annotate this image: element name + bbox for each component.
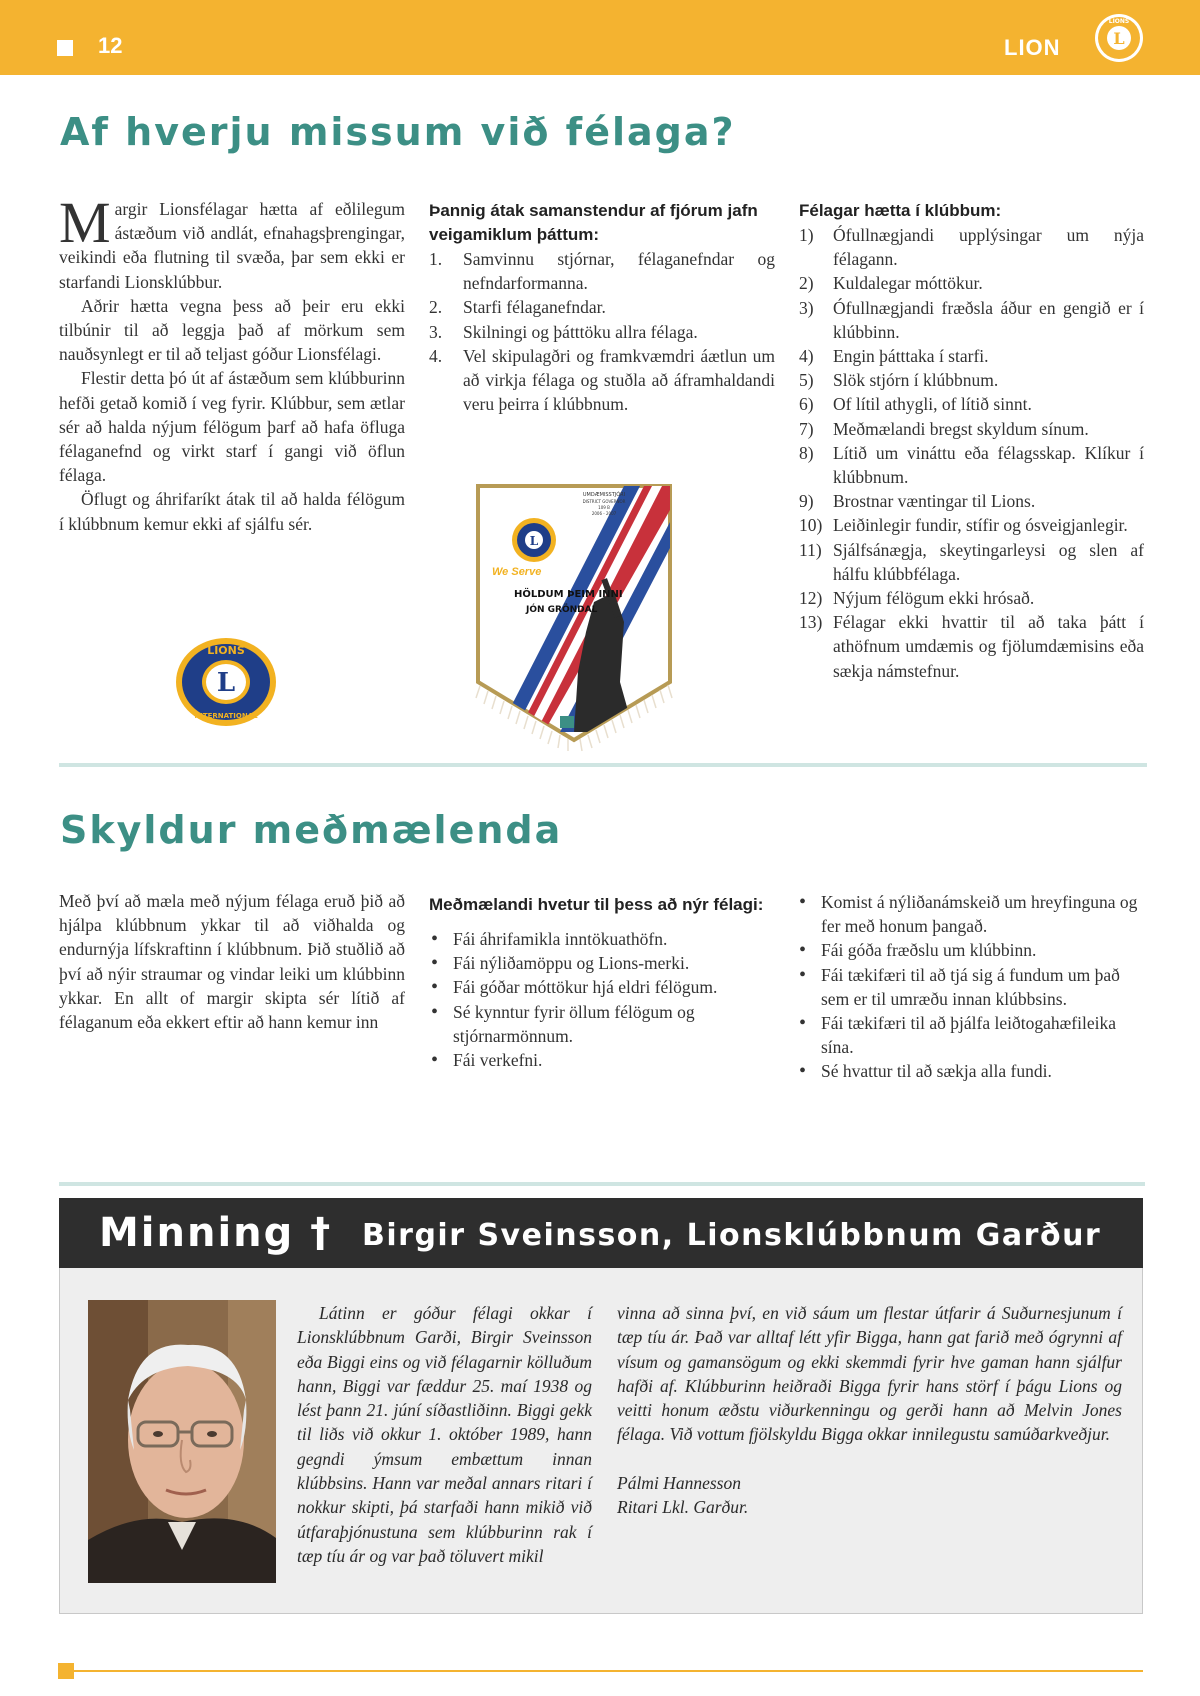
memorial-text-1	[297, 1301, 592, 1568]
list-item: 10) Leiðinlegir fundir, stífir og ósveigjanlegir.	[799, 515, 1128, 536]
column-heading: Meðmælandi hvetur til þess að nýr félagi:	[429, 895, 764, 914]
emblem-letter: L	[216, 668, 236, 698]
pennant-header-4: 2006 - 2007	[591, 511, 617, 516]
district-pennant-image	[474, 482, 682, 752]
list-item: • Fái áhrifamikla inntökuathöfn.	[429, 927, 775, 951]
list-item: • Fái verkefni.	[429, 1048, 775, 1072]
list-item: 7) Meðmælandi bregst skyldum sínum.	[799, 418, 1089, 439]
pennant-header-1: UMDÆMISSTJÓRI	[582, 492, 626, 498]
list-item: 11) Sjálfsánægja, skeytingarleysi og slen af hálfu klúbbfélaga.	[799, 539, 1144, 584]
paragraph: Með því að mæla með nýjum félaga eruð þið að hjálpa klúbbnum ykkar til að viðhalda og endurnýja lífskraftinn í klúbbnum. Þið stuðlið að því að nýir straumar og vindar leiki um klúbbinn ykkar. En allt of margir skipta sér lítið af félaganum eða ekkert eftir að hann kemur inn	[59, 891, 405, 1033]
memorial-name: Birgir Sveinsson, Lionsklúbbnum Garður	[362, 1218, 1102, 1253]
drop-cap: M	[59, 190, 111, 255]
pennant-we-serve: We Serve	[492, 566, 542, 578]
list-item: 12) Nýjum félögum ekki hrósað.	[799, 588, 1035, 609]
list-item: 3. Skilningi og þátttöku allra félaga.	[429, 321, 698, 342]
memorial-text-2	[617, 1301, 1122, 1519]
emblem-bottom-text: INTERNATIONAL	[194, 712, 258, 720]
list-item: • Sé hvattur til að sækja alla fundi.	[797, 1059, 1147, 1083]
pennant-header-2: DISTRICT GOVERNOR	[582, 499, 626, 504]
list-item: 9) Brostnar væntingar til Lions.	[799, 491, 1036, 512]
magazine-title: LION	[1004, 35, 1061, 60]
section-title-sponsors: Skyldur meðmælenda	[60, 808, 563, 852]
list-item: • Komist á nýliðanámskeið um hreyfinguna og fer með honum þangað.	[797, 890, 1147, 938]
emblem-top-text: LIONS	[207, 644, 245, 657]
list-item: 6) Of lítil athygli, of lítið sinnt.	[799, 394, 1032, 415]
list-item: • Fái góða fræðslu um klúbbinn.	[797, 938, 1147, 962]
section-title-why: Af hverju missum við félaga?	[60, 110, 736, 154]
memorial-paragraph: vinna að sinna því, en við sáum um flestar útfarir á Suðurnesjunum í tæp tíu ár. Það var alltaf létt yfir Bigga, hann gat farið með ógrynni af vísum og gamansögum og ekki skemmdi fyrir hve gaman hann sjálfur hafði af. Klúbburinn heiðraði Bigga fyrir hans störf í þágu Lions og veitti honum æðstu viðurkenningu og gerði hann að Melvin Jones félaga. Við vottum fjölskyldu Bigga okkar innilegustu samúðarkveðjur.	[617, 1303, 1122, 1445]
lions-international-emblem	[174, 636, 278, 728]
sponsors-column-3	[797, 890, 1147, 1084]
memorial-banner	[59, 1198, 1143, 1268]
logo-letter: L	[1113, 29, 1125, 48]
paragraph: Aðrir hætta vegna þess að þeir eru ekki tilbúnir til að leggja það af mörkum sem nauðsynlegt er til að teljast góður Lionsfélagi.	[59, 295, 405, 365]
paragraph: argir Lionsfélagar hætta af eðlilegum ástæðum við andlát, efnahagsþrengingar, veikindi eða flutning til svæða, þar sem ekki er starfandi Lionsklúbbur.	[59, 199, 405, 292]
sponsor-duties-list	[429, 927, 775, 1072]
why-column-3	[799, 199, 1144, 683]
memorial-heading: Minning †	[99, 1210, 333, 1256]
factors-list	[429, 247, 775, 416]
why-column-2	[429, 199, 775, 416]
list-item: • Fái tækifæri til að þjálfa leiðtogahæfileika sína.	[797, 1011, 1147, 1059]
list-item: 1) Ófullnægjandi upplýsingar um nýja félagann.	[799, 225, 1144, 270]
column-heading: Þannig átak samanstendur af fjórum jafn veigamiklum þáttum:	[429, 201, 758, 244]
section-divider	[59, 763, 1147, 767]
list-item: • Fái nýliðamöppu og Lions-merki.	[429, 951, 775, 975]
pennant-name: JÓN GRÖNDAL	[526, 605, 598, 615]
paragraph: Öflugt og áhrifaríkt átak til að halda félögum í klúbbnum kemur ekki af sjálfu sér.	[59, 489, 405, 534]
memorial-paragraph: Látinn er góður félagi okkar í Lionsklúbbnum Garði, Birgir Sveinsson eða Biggi eins og við félagarnir kölluðum hann, Biggi var fæddur 25. maí 1938 og lést þann 21. júní síðastliðinn. Biggi gekk til liðs við okkur 1. október 1989, hann gegndi ýmsum embættum innan klúbbsins. Hann var meðal annars ritari í nokkur skipti, þá starfaði hann mikið við útfaraþjónustuna sem klúbburinn rak í tæp tíu ár og var það töluvert mikil	[297, 1303, 592, 1566]
list-item: • Sé kynntur fyrir öllum félögum og stjórnarmönnum.	[429, 1000, 775, 1048]
signature-name: Pálmi Hannesson	[617, 1472, 741, 1493]
pennant-letter: L	[529, 534, 539, 548]
list-item: • Fái góðar móttökur hjá eldri félögum.	[429, 975, 775, 999]
column-heading: Félagar hætta í klúbbum:	[799, 201, 1002, 220]
list-item: 3) Ófullnægjandi fræðsla áður en gengið er í klúbbinn.	[799, 297, 1144, 342]
page-number: 12	[98, 33, 123, 58]
pennant-header-3: 109 B	[598, 505, 610, 510]
lions-logo-icon	[1093, 12, 1145, 64]
list-item: • Fái tækifæri til að tjá sig á fundum um það sem er til umræðu innan klúbbsins.	[797, 963, 1147, 1011]
list-item: 2. Starfi félaganefndar.	[429, 297, 606, 318]
logo-text: LIONS	[1108, 18, 1130, 25]
why-column-1	[59, 190, 405, 536]
sponsors-column-2	[429, 893, 775, 1072]
reasons-list	[799, 223, 1144, 683]
sponsors-column-1	[59, 889, 405, 1034]
list-item: 4. Vel skipulagðri og framkvæmdri áætlun um að virkja félaga og stuðla að áframhaldandi veru þeirra í klúbbnum.	[429, 345, 775, 415]
pennant-motto: HÖLDUM ÞEIM INNI	[514, 589, 623, 600]
header-square	[57, 40, 73, 56]
list-item: 2) Kuldalegar móttökur.	[799, 273, 983, 294]
section-divider	[59, 1182, 1145, 1186]
sponsor-duties-list-cont	[797, 890, 1147, 1084]
list-item: 13) Félagar ekki hvattir til að taka þátt í athöfnum umdæmis og fjölumdæmisins eða sækja námstefnur.	[799, 612, 1144, 681]
signature-title: Ritari Lkl. Garður.	[617, 1497, 749, 1518]
footer-rule	[58, 1670, 1143, 1672]
footer-square	[58, 1663, 74, 1679]
portrait-photo	[88, 1300, 276, 1583]
list-item: 5) Slök stjórn í klúbbnum.	[799, 370, 999, 391]
paragraph: Flestir detta þó út af ástæðum sem klúbburinn hefði getað komið í veg fyrir. Klúbbur, sem ætlar sér að halda nýjum félögum þarf að hafa öfluga félaganefnd og virkt starf í gangi við öflun félaga.	[59, 368, 405, 486]
list-item: 4) Engin þátttaka í starfi.	[799, 346, 989, 367]
list-item: 8) Lítið um vináttu eða félagsskap. Klíkur í klúbbnum.	[799, 442, 1144, 488]
list-item: 1. Samvinnu stjórnar, félaganefndar og nefndarformanna.	[429, 249, 775, 294]
page-header	[0, 0, 1200, 75]
